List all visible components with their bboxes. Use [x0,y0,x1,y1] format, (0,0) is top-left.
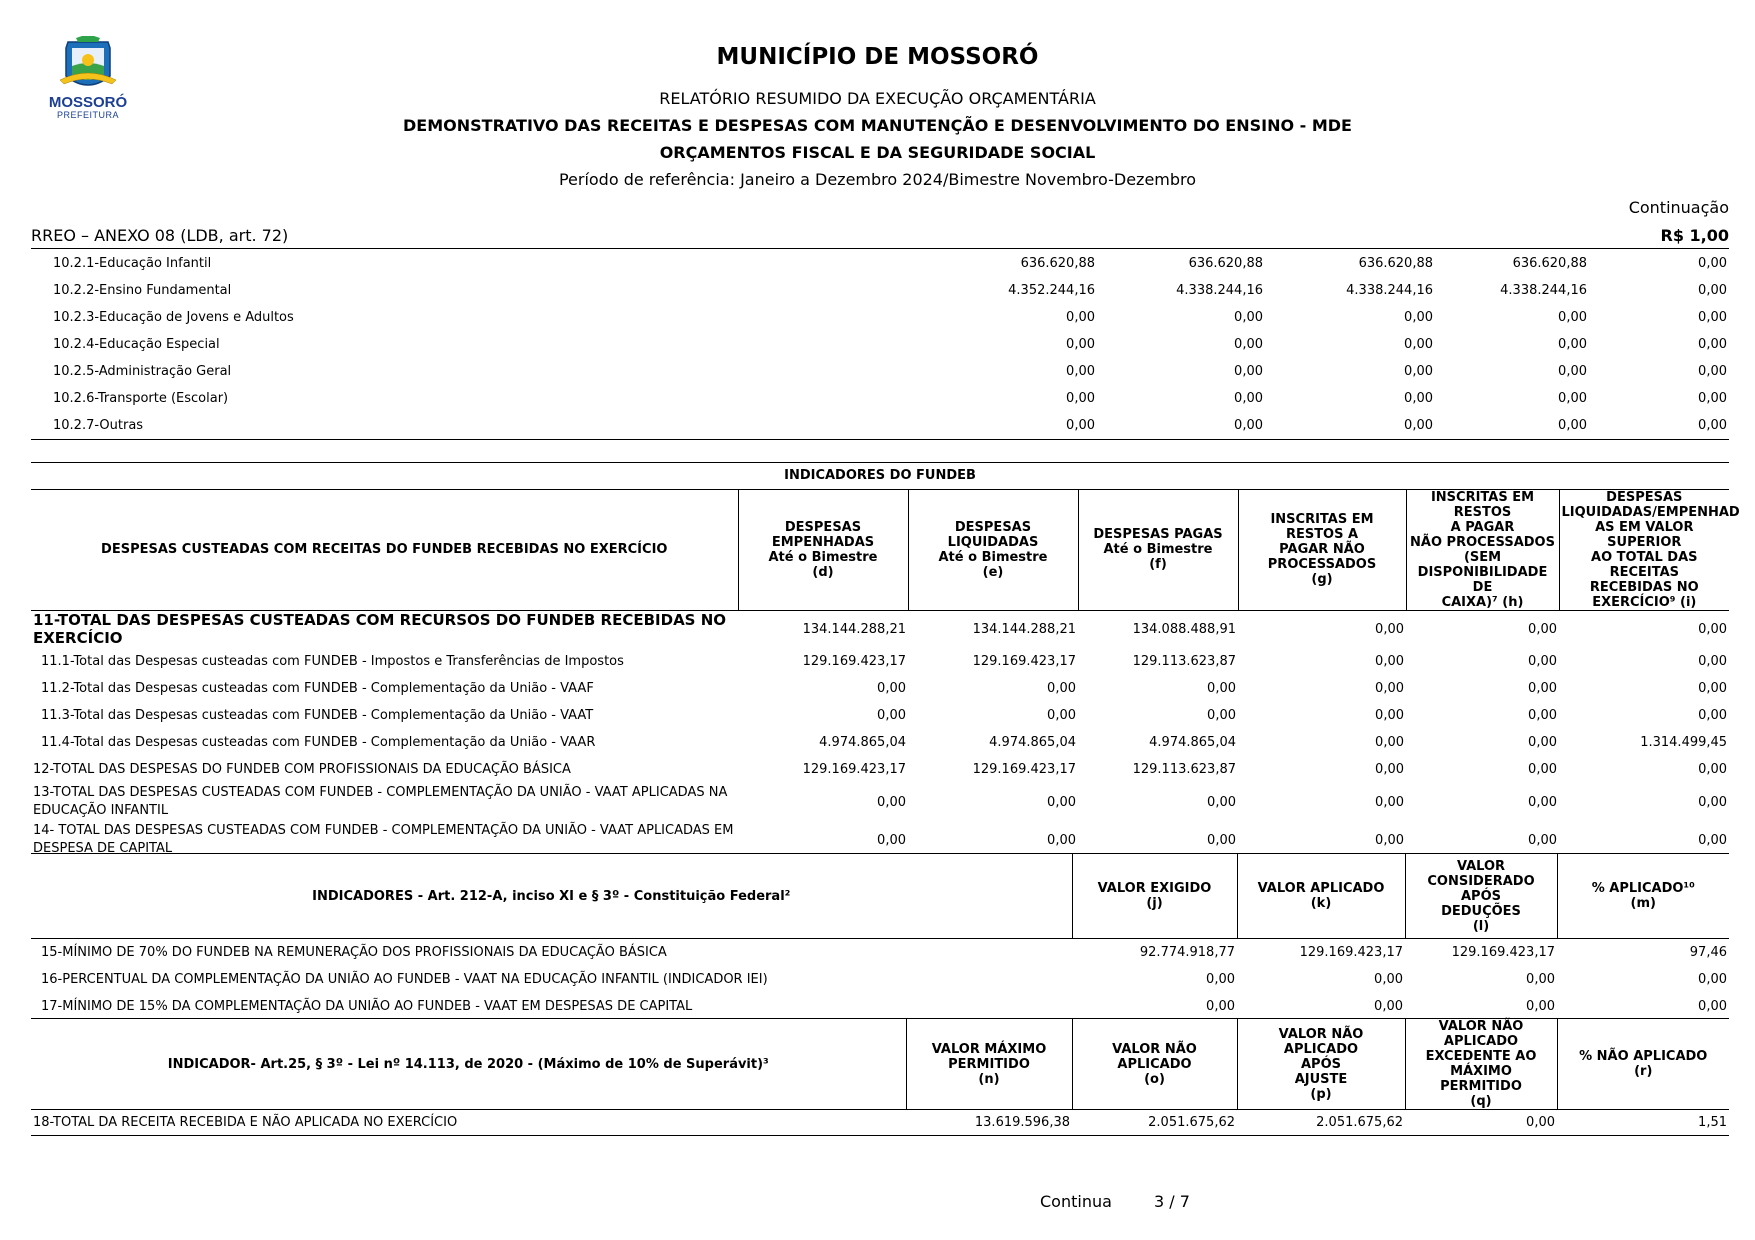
col-header-line: VALOR NÃO APLICADO [1112,1041,1197,1072]
row-label: 11.3-Total das Despesas custeadas com FUNDEB - Complementação da União - VAAT [41,708,594,723]
row-label: 11.2-Total das Despesas custeadas com FUNDEB - Complementação da União - VAAF [41,681,594,696]
col-header-line: RECEBIDAS NO [1589,579,1699,595]
row-value: 636.620,88 [1188,256,1263,271]
col-header-line: DEDUÇÕES [1441,903,1521,919]
fundeb-title: INDICADORES DO FUNDEB [31,463,1729,489]
row-value: 0,00 [1528,794,1557,810]
row-value: 4.974.865,04 [819,735,906,750]
row-value: 0,00 [1698,391,1727,406]
row-value: 0,00 [1207,794,1236,810]
row-value: 0,00 [1047,681,1076,696]
row-label: 10.2.1-Educação Infantil [53,256,212,271]
row-value: 0,00 [1698,654,1728,669]
row-value: 636.620,88 [1358,256,1433,271]
col-header-line: (j) [1146,896,1163,911]
col-header-line: (q) [1470,1094,1492,1109]
row-value: 0,00 [1207,681,1236,696]
row-value: 2.051.675,62 [1237,1110,1405,1136]
row-label: 10.2.4-Educação Especial [53,337,220,352]
row-value: 0,00 [1526,998,1555,1014]
row-value: 0,00 [1528,832,1557,848]
report-subtitle: RELATÓRIO RESUMIDO DA EXECUÇÃO ORÇAMENTÁRIA [659,89,1096,108]
row-value: 0,00 [1404,310,1433,325]
row-value: 0,00 [1528,654,1557,669]
expense-subitems-table [31,250,1729,439]
row-value: 0,00 [1528,621,1557,637]
col-header-line: (k) [1310,896,1332,911]
row-value: 0,00 [1528,681,1557,696]
row-value: 0,00 [1698,310,1727,325]
row-value: 0,00 [1404,364,1433,379]
table-row [31,277,1729,304]
cf-indicators-table [31,853,1729,1020]
col-header-line: APÓS [1300,1056,1341,1072]
row-label: 14- TOTAL DAS DESPESAS CUSTEADAS COM FUNDEB - COMPLEMENTAÇÃO DA UNIÃO - VAAT APLICADAS EM DESPESA DE CAPITAL [33,823,734,856]
row-value: 4.338.244,16 [1176,283,1263,298]
fundeb-col-header [1078,489,1238,610]
row-value: 134.144.288,21 [972,621,1076,637]
table-row [31,648,1729,675]
row-value: 0,00 [1698,337,1727,352]
table-row [31,702,1729,729]
row-value: 129.169.423,17 [802,762,906,777]
row-value: 0,00 [1206,998,1235,1014]
col-header-line: PAGAR NÃO [1279,542,1365,557]
row-value: 0,00 [1698,762,1728,777]
row-value: 0,00 [1234,337,1263,352]
col-header-line: VALOR EXIGIDO [1097,881,1212,896]
row-value: 134.088.488,91 [1132,621,1236,637]
row-value: 97,46 [1689,944,1727,960]
row-value: 0,00 [1066,337,1095,352]
fundeb-indicators-table [31,463,1740,859]
row-value: 0,00 [1558,310,1587,325]
col-header-line: EXCEDENTE AO [1425,1049,1537,1064]
col-header-line: AS EM VALOR SUPERIOR [1595,519,1694,550]
row-value: 129.169.423,17 [972,762,1076,777]
row-value: 129.169.423,17 [1451,944,1555,960]
report-orcamentos: ORÇAMENTOS FISCAL E DA SEGURIDADE SOCIAL [659,143,1096,162]
page-title: MUNICÍPIO DE MOSSORÓ [716,44,1039,70]
superavit-col-header [906,1019,1072,1110]
row-value: 0,00 [1206,971,1235,987]
col-header-line: VALOR CONSIDERADO [1427,858,1535,889]
row-value: 0,00 [1375,735,1404,750]
row-value: 0,00 [1526,971,1555,987]
table-row [31,939,1729,966]
currency-label: R$ 1,00 [1660,226,1729,245]
row-value: 0,00 [1528,708,1557,723]
col-header-line: APÓS [1460,888,1501,904]
row-value: 0,00 [1234,310,1263,325]
row-value: 0,00 [1047,708,1076,723]
col-header-line: VALOR MÁXIMO [931,1041,1047,1057]
page-number: 3 / 7 [1154,1192,1190,1211]
row-value: 4.338.244,16 [1500,283,1587,298]
row-value: 0,00 [1207,708,1236,723]
row-value: 134.144.288,21 [802,621,906,637]
row-value: 4.338.244,16 [1346,283,1433,298]
cf-col-header [1237,854,1405,939]
table-row [31,331,1729,358]
row-label: 17-MÍNIMO DE 15% DA COMPLEMENTAÇÃO DA UNIÃO AO FUNDEB - VAAT EM DESPESAS DE CAPITAL [41,998,693,1014]
col-header-line: CAIXA)⁷ (h) [1441,594,1524,610]
col-header-line: VALOR APLICADO [1257,881,1385,896]
row-value: 0,00 [1528,762,1557,777]
table-row [31,993,1729,1020]
col-header-line: DESPESAS PAGAS [1093,527,1223,542]
row-label: 10.2.6-Transporte (Escolar) [53,391,229,406]
logo-name: MOSSORÓ [48,94,128,111]
row-label: 12-TOTAL DAS DESPESAS DO FUNDEB COM PROFISSIONAIS DA EDUCAÇÃO BÁSICA [33,762,571,777]
fundeb-col-header [908,489,1078,610]
row-value: 0,00 [1234,364,1263,379]
col-header-line: (p) [1310,1086,1332,1102]
col-header-line: AJUSTE [1294,1071,1348,1087]
row-label: 10.2.7-Outras [53,418,144,433]
col-header-line: (SEM [1463,549,1502,565]
superavit-col-header [1237,1019,1405,1110]
fundeb-col-header [1238,489,1406,610]
col-header-line: (n) [978,1071,1000,1087]
cf-indicators-title: INDICADORES - Art. 212-A, inciso XI e § 3º - Constituição Federal² [31,854,1072,939]
row-label: 16-PERCENTUAL DA COMPLEMENTAÇÃO DA UNIÃO AO FUNDEB - VAAT NA EDUCAÇÃO INFANTIL (INDICADOR IEI) [41,971,768,987]
row-value: 0,00 [1404,337,1433,352]
row-value: 0,00 [877,681,906,696]
row-value: 0,00 [1528,735,1557,750]
table-row [31,729,1729,756]
row-value: 0,00 [1374,971,1403,987]
row-value: 0,00 [1207,832,1236,848]
row-value: 0,00 [1375,762,1404,777]
col-header-line: EXERCÍCIO⁹ (i) [1592,594,1697,610]
row-value: 0,00 [1698,832,1728,848]
row-value: 0,00 [1375,832,1404,848]
logo-sub: PREFEITURA [56,110,119,120]
table-row [31,304,1729,331]
row-value: 0,00 [1698,621,1728,637]
row-label: 10.2.5-Administração Geral [53,364,232,379]
row-value: 0,00 [1698,364,1727,379]
row-value: 0,00 [1405,1110,1557,1136]
row-value: 129.169.423,17 [972,654,1076,669]
continua-label: Continua [1040,1192,1112,1211]
report-demonstrativo: DEMONSTRATIVO DAS RECEITAS E DESPESAS COM MANUTENÇÃO E DESENVOLVIMENTO DO ENSINO - MDE [403,116,1352,135]
row-value: 4.974.865,04 [1149,735,1236,750]
superavit-indicator-title: INDICADOR- Art.25, § 3º - Lei nº 14.113, de 2020 - (Máximo de 10% de Superávit)³ [31,1019,906,1110]
row-label: 11-TOTAL DAS DESPESAS CUSTEADAS COM RECURSOS DO FUNDEB RECEBIDAS NO EXERCÍCIO [33,611,727,648]
row-value: 0,00 [1375,708,1404,723]
table-row [31,250,1729,277]
row-label: 10.2.3-Educação de Jovens e Adultos [53,310,294,325]
col-header-line: (d) [812,564,834,580]
row-label: 10.2.2-Ensino Fundamental [53,283,232,298]
row-label: 11.1-Total das Despesas custeadas com FUNDEB - Impostos e Transferências de Impostos [41,654,624,669]
row-value: 0,00 [1698,418,1727,433]
row-value: 129.113.623,87 [1132,762,1236,777]
row-value: 636.620,88 [1512,256,1587,271]
col-header-line: Até o Bimestre [768,549,878,565]
col-header-line: AO TOTAL DAS RECEITAS [1591,549,1698,580]
fundeb-col-description: DESPESAS CUSTEADAS COM RECEITAS DO FUNDEB RECEBIDAS NO EXERCÍCIO [31,489,738,610]
row-value: 0,00 [1375,621,1404,637]
col-header-line: (f) [1149,557,1167,572]
col-header-line: (e) [982,564,1004,580]
row-value: 0,00 [1698,681,1728,696]
row-value: 4.974.865,04 [989,735,1076,750]
row-label: 13-TOTAL DAS DESPESAS CUSTEADAS COM FUNDEB - COMPLEMENTAÇÃO DA UNIÃO - VAAT APLICADAS NA EDUCAÇÃO INFANTIL [33,785,728,818]
col-header-line: A PAGAR [1450,519,1515,535]
row-label: 11.4-Total das Despesas custeadas com FUNDEB - Complementação da União - VAAR [41,735,596,750]
col-header-line: Até o Bimestre [1103,542,1213,557]
col-header-line: (g) [1311,572,1333,587]
row-value: 0,00 [1698,794,1728,810]
row-value: 0,00 [1698,256,1727,271]
row-value: 92.774.918,77 [1139,944,1235,960]
row-value: 0,00 [1234,418,1263,433]
row-value: 0,00 [1066,418,1095,433]
col-header-line: (m) [1630,896,1656,911]
col-header-line: DESPESAS LIQUIDADAS [947,519,1039,550]
cf-col-header [1405,854,1557,939]
row-value: 0,00 [1047,832,1076,848]
row-value: 0,00 [1698,971,1727,987]
col-header-line: DESPESAS EMPENHADAS [771,519,875,550]
reference-period: Período de referência: Janeiro a Dezembro 2024/Bimestre Novembro-Dezembro [558,170,1197,189]
row-value: 0,00 [1558,337,1587,352]
superavit-col-header [1072,1019,1237,1110]
row-value: 0,00 [1404,391,1433,406]
row-value: 129.169.423,17 [802,654,906,669]
col-header-line: VALOR NÃO APLICADO [1438,1019,1524,1049]
col-header-line: LIQUIDADAS/EMPENHAD [1561,504,1740,520]
annex-label: RREO – ANEXO 08 (LDB, art. 72) [31,226,289,245]
col-header-line: DESPESAS [1606,489,1683,505]
row-value: 0,00 [1404,418,1433,433]
row-value: 0,00 [1558,364,1587,379]
row-value: 0,00 [1374,998,1403,1014]
row-value: 129.169.423,17 [1299,944,1403,960]
table-divider [31,439,1729,440]
fundeb-col-header [738,489,908,610]
col-header-line: VALOR NÃO APLICADO [1278,1026,1364,1057]
col-header-line: MÁXIMO PERMITIDO [1440,1064,1522,1094]
row-value: 129.113.623,87 [1132,654,1236,669]
row-value: 0,00 [1698,998,1727,1014]
row-value: 0,00 [877,794,906,810]
row-label: 15-MÍNIMO DE 70% DO FUNDEB NA REMUNERAÇÃO DOS PROFISSIONAIS DA EDUCAÇÃO BÁSICA [41,944,667,960]
row-value: 0,00 [1375,681,1404,696]
row-value: 0,00 [1234,391,1263,406]
col-header-line: INSCRITAS EM RESTOS [1430,489,1535,520]
header-divider [31,248,1729,249]
superavit-indicator-table [31,1018,1729,1136]
col-header-line: % APLICADO¹⁰ [1591,881,1695,896]
col-header-line: DISPONIBILIDADE DE [1417,564,1548,595]
row-value: 636.620,88 [1020,256,1095,271]
table-row [31,756,1729,783]
col-header-line: % NÃO APLICADO [1579,1049,1708,1064]
fundeb-col-header [1559,489,1740,610]
col-header-line: PROCESSADOS [1267,557,1377,572]
col-header-line: INSCRITAS EM RESTOS A [1270,512,1374,542]
row-value: 0,00 [1558,418,1587,433]
row-value: 0,00 [877,832,906,848]
table-row [31,675,1729,702]
row-value: 0,00 [1066,364,1095,379]
table-row [31,966,1729,993]
col-header-line: (o) [1144,1071,1165,1087]
fundeb-col-header [1406,489,1559,610]
table-row [31,783,1729,821]
row-label: 18-TOTAL DA RECEITA RECEBIDA E NÃO APLICADA NO EXERCÍCIO [31,1110,906,1136]
superavit-col-header [1557,1019,1729,1110]
row-value: 0,00 [1066,310,1095,325]
row-value: 13.619.596,38 [906,1110,1072,1136]
row-value: 4.352.244,16 [1008,283,1095,298]
cf-col-header [1072,854,1237,939]
row-value: 0,00 [1066,391,1095,406]
row-value: 0,00 [1698,283,1727,298]
row-value: 0,00 [877,708,906,723]
row-value: 1,51 [1557,1110,1729,1136]
col-header-line: (r) [1634,1064,1653,1079]
table-row [31,358,1729,385]
continuation-label: Continuação [1628,198,1729,217]
col-header-line: (l) [1472,918,1490,934]
table-row [31,412,1729,439]
table-row [31,610,1729,648]
row-value: 0,00 [1698,708,1728,723]
row-value: 0,00 [1375,794,1404,810]
row-value: 0,00 [1375,654,1404,669]
row-value: 0,00 [1558,391,1587,406]
col-header-line: PERMITIDO [948,1056,1030,1072]
row-value: 0,00 [1047,794,1076,810]
row-value: 1.314.499,45 [1640,735,1728,750]
col-header-line: NÃO PROCESSADOS [1410,534,1555,550]
cf-col-header [1557,854,1729,939]
table-row [31,385,1729,412]
row-value: 2.051.675,62 [1072,1110,1237,1136]
superavit-col-header [1405,1019,1557,1110]
col-header-line: Até o Bimestre [938,549,1048,565]
